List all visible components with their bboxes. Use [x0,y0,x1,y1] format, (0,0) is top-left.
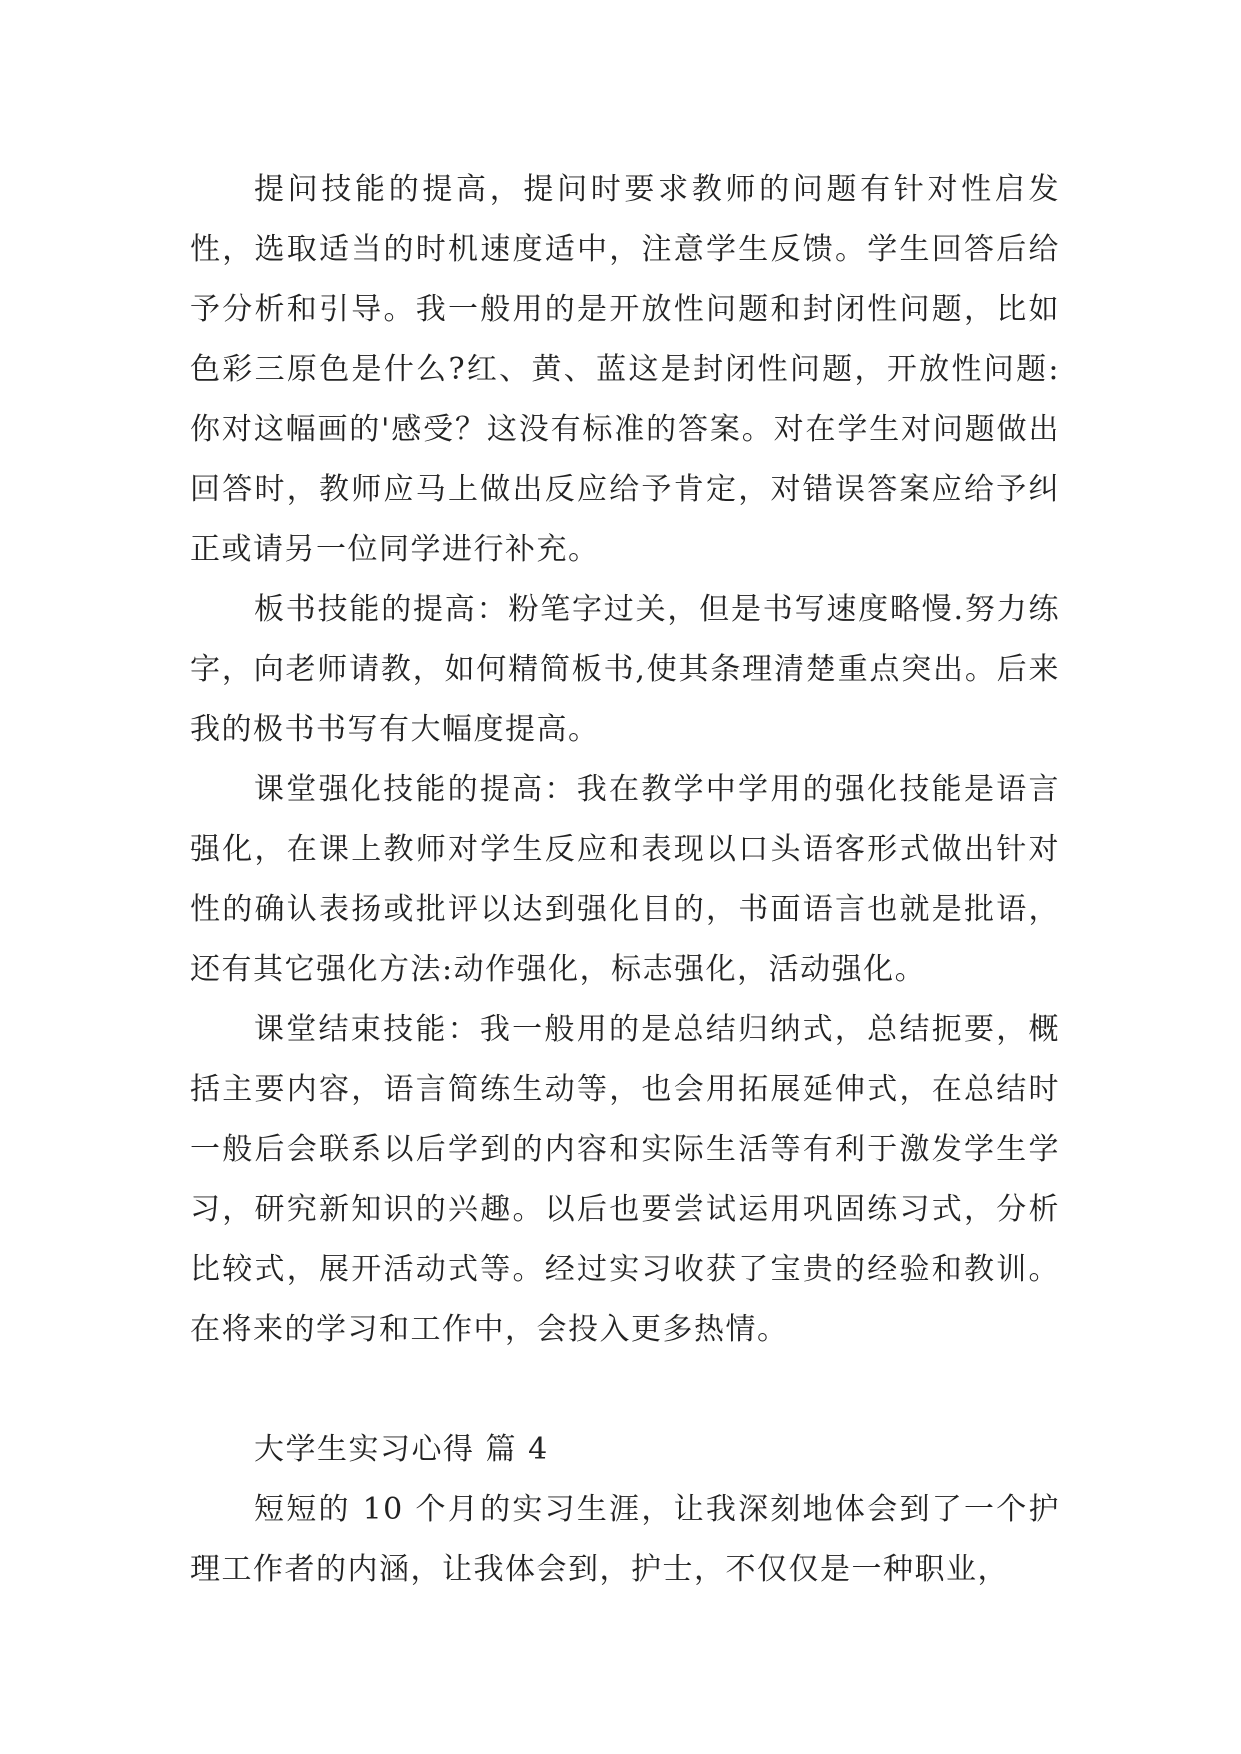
paragraph-internship-intro: 短短的 10 个月的实习生涯，让我深刻地体会到了一个护理工作者的内涵，让我体会到，护士，不仅仅是一种职业， [190,1492,1060,1587]
section-title: 大学生实习心得 篇 4 [254,1432,549,1467]
paragraph-questioning-skills: 提问技能的提高，提问时要求教师的问题有针对性启发性，选取适当的时机速度适中，注意学生反馈。学生回答后给予分析和引导。我一般用的是开放性问题和封闭性问题，比如色彩三原色是什么?红、黄、蓝这是封闭性问题，开放性问题:你对这幅画的'感受？这没有标准的答案。对在学生对问题做出回答时，教师应马上做出反应给予肯定，对错误答案应给予纠正或请另一位同学进行补充。 [190,172,1060,567]
paragraph-blackboard-skills: 板书技能的提高：粉笔字过关，但是书写速度略慢.努力练字，向老师请教，如何精简板书,使其条理清楚重点突出。后来我的极书书写有大幅度提高。 [190,592,1060,747]
paragraph-closing-skills: 课堂结束技能：我一般用的是总结归纳式，总结扼要，概括主要内容，语言简练生动等，也会用拓展延伸式，在总结时一般后会联系以后学到的内容和实际生活等有利于激发学生学习，研究新知识的兴趣。以后也要尝试运用巩固练习式，分析比较式，展开活动式等。经过实习收获了宝贵的经验和教训。在将来的学习和工作中，会投入更多热情。 [190,1012,1060,1347]
section-gap [190,1360,1060,1420]
paragraph-reinforcement-skills: 课堂强化技能的提高：我在教学中学用的强化技能是语言强化，在课上教师对学生反应和表现以口头语客形式做出针对性的确认表扬或批评以达到强化目的，书面语言也就是批语，还有其它强化方法:动作强化，标志强化，活动强化。 [190,772,1060,987]
document-body [190,160,1060,1600]
